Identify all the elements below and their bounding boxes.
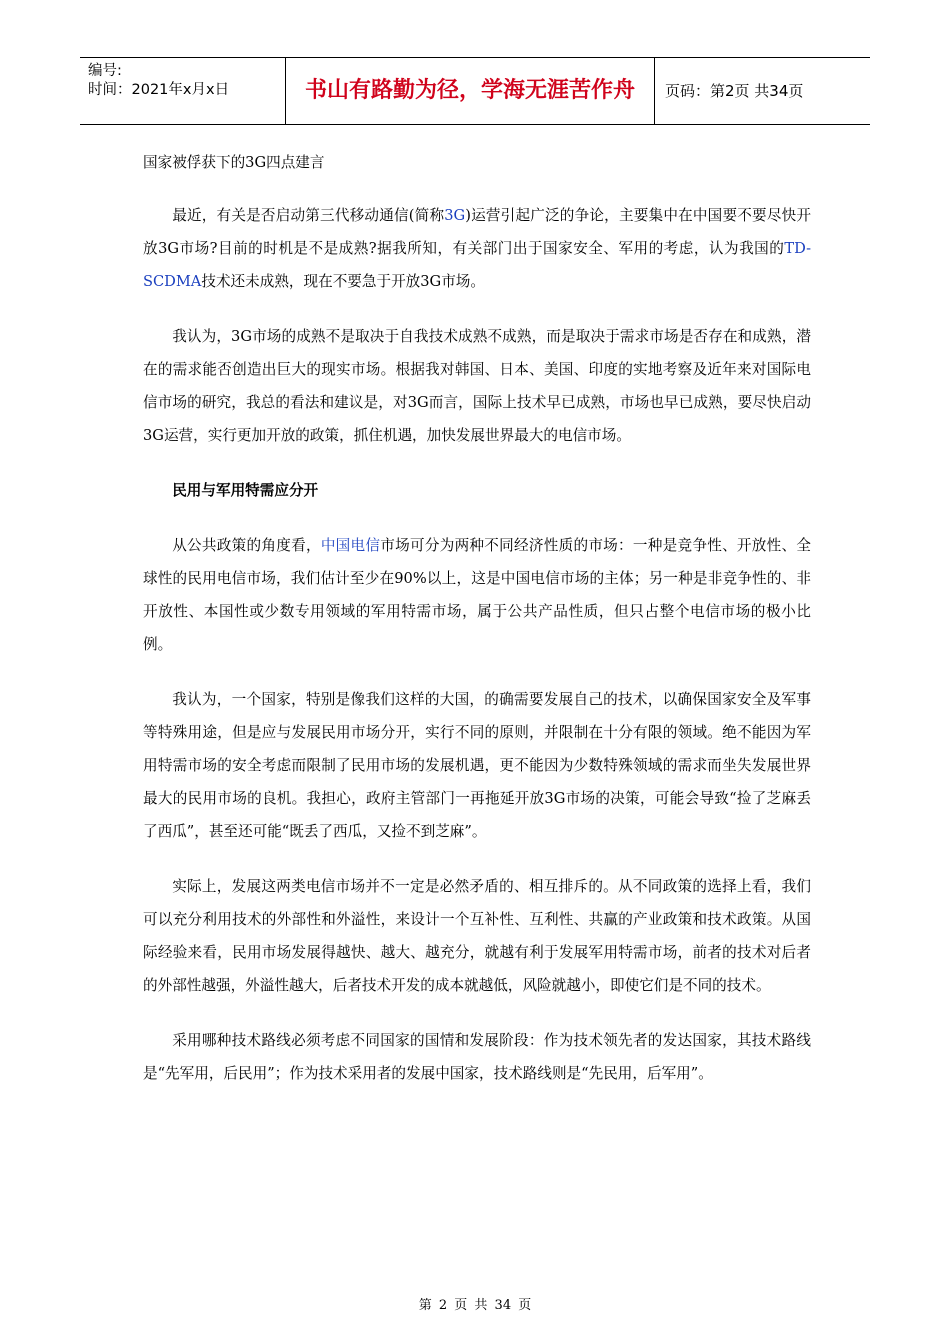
- text-run: 最近，有关是否启动第三代移动通信(简称: [172, 207, 445, 224]
- paragraph: [143, 529, 811, 661]
- link-3g[interactable]: 3G: [444, 207, 466, 224]
- link-china-telecom[interactable]: 中国电信: [320, 537, 381, 554]
- paragraph: [143, 199, 811, 298]
- header-motto: 书山有路勤为径，学海无涯苦作舟: [304, 78, 635, 103]
- time-label: 时间：2021年x月x日: [88, 82, 230, 98]
- section-heading: 民用与军用特需应分开: [172, 482, 319, 499]
- page-footer: 第 2 页 共 34 页: [418, 1298, 532, 1313]
- text-run: 技术还未成熟，现在不要急于开放3G市场。: [201, 273, 485, 290]
- paragraph: 实际上，发展这两类电信市场并不一定是必然矛盾的、相互排斥的。从不同政策的选择上看，我们可以充分利用技术的外部性和外溢性，来设计一个互补性、互利性、共赢的产业政策和技术政策。从国际经验来看，民用市场发展得越快、越大、越充分，就越有利于发展军用特需市场，前者的技术对后者的外部性越强，外溢性越大，后者技术开发的成本就越低，风险就越小，即使它们是不同的技术。: [143, 878, 811, 994]
- header-divider: [654, 58, 655, 124]
- link-td-scdma[interactable]: TD-SCDMA: [143, 240, 811, 290]
- text-run: )运营引起广泛的争论，主要集中在中国要不要尽快开放3G市场?目前的时机是不是成熟?据我所知，有关部门出于国家安全、军用的考虑，认为我国的: [143, 207, 811, 257]
- text-run: 从公共政策的角度看，: [172, 537, 321, 554]
- page-header: [80, 57, 870, 125]
- number-label: 编号:: [88, 63, 122, 79]
- article-title: 国家被俘获下的3G四点建言: [143, 154, 325, 171]
- header-meta: [88, 62, 278, 100]
- paragraph: 我认为，一个国家，特别是像我们这样的大国，的确需要发展自己的技术，以确保国家安全及军事等特殊用途，但是应与发展民用市场分开，实行不同的原则，并限制在十分有限的领域。绝不能因为军用特需市场的安全考虑而限制了民用市场的发展机遇，更不能因为少数特殊领域的需求而坐失发展世界最大的民用市场的良机。我担心，政府主管部门一再拖延开放3G市场的决策，可能会导致“捡了芝麻丢了西瓜”，甚至还可能“既丢了西瓜，又捡不到芝麻”。: [143, 691, 811, 840]
- document-body: [143, 148, 811, 1090]
- paragraph: 我认为，3G市场的成熟不是取决于自我技术成熟不成熟，而是取决于需求市场是否存在和成熟，潜在的需求能否创造出巨大的现实市场。根据我对韩国、日本、美国、印度的实地考察及近年来对国际电信市场的研究，我总的看法和建议是，对3G而言，国际上技术早已成熟，市场也早已成熟，要尽快启动3G运营，实行更加开放的政策，抓住机遇，加快发展世界最大的电信市场。: [143, 328, 811, 444]
- header-page-info: 页码：第2页 共34页: [665, 82, 804, 100]
- text-run: 市场可分为两种不同经济性质的市场：一种是竞争性、开放性、全球性的民用电信市场，我们估计至少在90%以上，这是中国电信市场的主体；另一种是非竞争性的、非开放性、本国性或少数专用领域的军用特需市场，属于公共产品性质，但只占整个电信市场的极小比例。: [143, 537, 811, 653]
- paragraph: 采用哪种技术路线必须考虑不同国家的国情和发展阶段：作为技术领先者的发达国家，其技术路线是“先军用，后民用”；作为技术采用者的发展中国家，技术路线则是“先民用，后军用”。: [143, 1032, 811, 1082]
